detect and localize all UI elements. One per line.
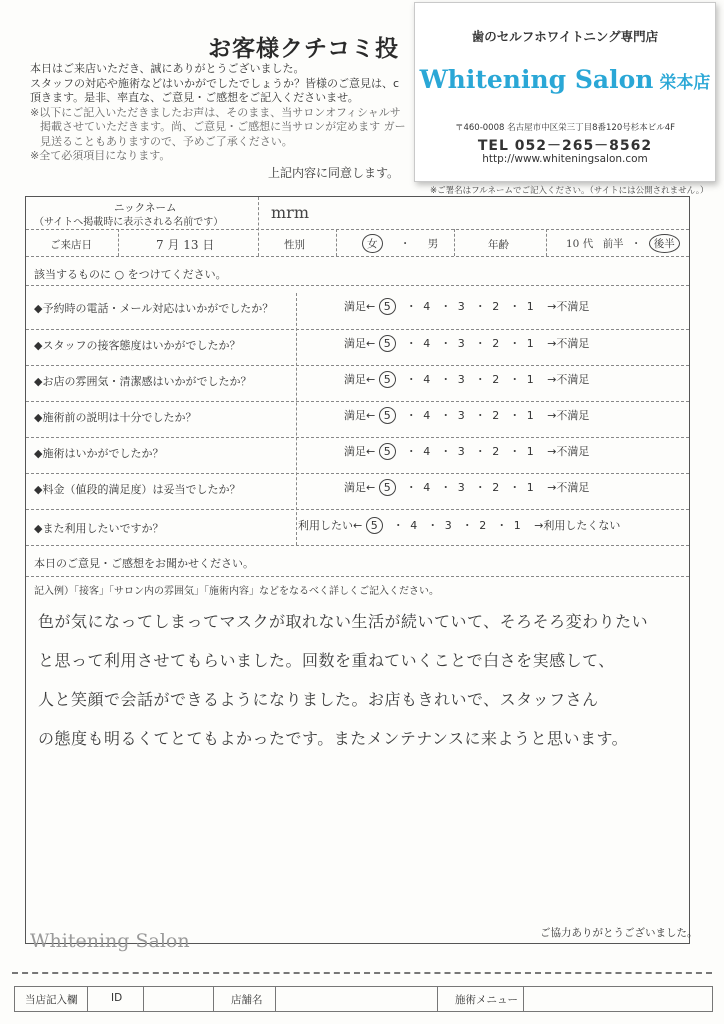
footer-logo: Whitening Salon (30, 930, 190, 952)
agree-text: 上記内容に同意します。 (268, 166, 400, 180)
rating-3[interactable]: 3 (457, 445, 465, 458)
nickname-value[interactable]: mrm (271, 203, 309, 222)
age-label: 年齢 (488, 239, 509, 251)
rating-4[interactable]: 4 (423, 300, 431, 313)
note-line: ※全て必須項目になります。 (30, 149, 171, 162)
rating-scale: 満足← 5 ・ 4 ・ 3 ・ 2 ・ 1 →不満足 (344, 373, 590, 386)
reuse-1[interactable]: 1 (513, 519, 521, 532)
thanks-text: ご協力ありがとうございました。 (540, 927, 698, 939)
rating-2[interactable]: 2 (492, 373, 500, 386)
comment-label: 本日のご意見・ご感想をお聞かせください。 (34, 557, 254, 570)
card-tagline: 歯のセルフホワイトニング専門店 (471, 29, 659, 44)
rating-4[interactable]: 4 (423, 373, 431, 386)
comment-line[interactable]: の態度も明るくてとてもよかったです。またメンテナンスに来ようと思います。 (38, 729, 629, 748)
rating-scale: 満足← 5 ・ 4 ・ 3 ・ 2 ・ 1 →不満足 (344, 300, 590, 313)
nickname-sub: （サイトへ掲載時に表示される名前です） (34, 217, 224, 228)
reuse-4[interactable]: 4 (410, 519, 418, 532)
survey-form (25, 196, 690, 944)
question-3: ◆お店の雰囲気・清潔感はいかがでしたか？ (34, 375, 252, 388)
rating-1[interactable]: 1 (526, 373, 534, 386)
comment-line[interactable]: 色が気になってしまってマスクが取れない生活が続いていて、そろそろ変わりたい (38, 612, 649, 631)
card-logo (415, 65, 715, 94)
rating-2[interactable]: 2 (492, 337, 500, 350)
gender-label: 性別 (284, 239, 305, 251)
page-title: お客様クチコミ投 (208, 36, 400, 62)
question-6: ◆料金（値段的満足度）は妥当でしたか？ (34, 483, 241, 496)
nickname-label: ニックネーム (114, 202, 177, 214)
rating-1[interactable]: 1 (526, 409, 534, 422)
store-name-label: 店舗名 (231, 994, 263, 1006)
rating-2[interactable]: 2 (492, 409, 500, 422)
intro-line: 本日はご来店いただき、誠にありがとうございました。 (30, 62, 305, 75)
rating-2[interactable]: 2 (492, 481, 500, 494)
rating-3[interactable]: 3 (457, 409, 465, 422)
rating-scale: 満足← 5 ・ 4 ・ 3 ・ 2 ・ 1 →不満足 (344, 337, 590, 350)
question-5: ◆施術はいかがでしたか？ (34, 447, 164, 460)
reuse-scale: 利用したい← 5 ・ 4 ・ 3 ・ 2 ・ 1 →利用したくない (298, 519, 621, 532)
card-address: 〒460-0008 名古屋市中区栄三丁目8番120号杉本ビル4F (454, 123, 676, 133)
rating-scale: 満足← 5 ・ 4 ・ 3 ・ 2 ・ 1 →不満足 (344, 409, 590, 422)
age-value[interactable]: 10 (566, 238, 580, 250)
business-card (414, 2, 716, 182)
branch-name: 栄本店 (659, 73, 711, 93)
comment-example: 記入例）「接客」「サロン内の雰囲気」「施術内容」などをなるべく詳しくご記入ください。 (34, 586, 439, 597)
question-2: ◆スタッフの接客態度はいかがでしたか？ (34, 339, 241, 352)
intro-line: スタッフの対応や施術などはいかがでしたでしょうか？皆様のご意見は、c (30, 76, 400, 90)
age-second-half[interactable]: 後半 (649, 234, 680, 253)
rating-3[interactable]: 3 (457, 481, 465, 494)
rating-2[interactable]: 2 (492, 300, 500, 313)
visit-label: ご来店日 (50, 239, 92, 251)
rating-5[interactable]: 5 (379, 371, 396, 388)
reuse-3[interactable]: 3 (444, 519, 452, 532)
note-line: 見送ることもありますので、予めご了承ください。 (40, 134, 293, 148)
rating-4[interactable]: 4 (423, 481, 431, 494)
name-note: ※ご署名はフルネームでご記入ください。（サイトには公開されません。） (430, 186, 709, 196)
id-label: ID (111, 992, 123, 1004)
card-tel: TEL 052－265－8562 (477, 138, 653, 154)
note-line: 掲載させていただきます。尚、ご意見・ご感想に当サロンが定めます ガー (40, 120, 406, 133)
rating-scale: 満足← 5 ・ 4 ・ 3 ・ 2 ・ 1 →不満足 (344, 445, 590, 458)
note-line: ※以下にご記入いただきましたお声は、そのまま、当サロンオフィシャルサ (30, 105, 401, 119)
rating-4[interactable]: 4 (423, 445, 431, 458)
menu-label: 施術メニュー (455, 994, 518, 1006)
comment-line[interactable]: と思って利用させてもらいました。回数を重ねていくことで白さを実感して、 (38, 651, 615, 670)
rating-1[interactable]: 1 (526, 337, 534, 350)
instruction: 該当するものに ○ をつけてください。 (34, 268, 227, 281)
rating-5[interactable]: 5 (379, 298, 396, 315)
gender-male[interactable]: 男 (427, 238, 439, 250)
reuse-5[interactable]: 5 (366, 517, 383, 534)
rating-5[interactable]: 5 (379, 443, 396, 460)
store-entry-label: 当店記入欄 (25, 994, 78, 1006)
age-first-half[interactable]: 前半 (602, 238, 624, 250)
store-entry-box (14, 986, 713, 1012)
rating-3[interactable]: 3 (457, 337, 465, 350)
rating-5[interactable]: 5 (379, 479, 396, 496)
rating-3[interactable]: 3 (457, 373, 465, 386)
rating-4[interactable]: 4 (423, 409, 431, 422)
reuse-2[interactable]: 2 (479, 519, 487, 532)
gender-female[interactable]: 女 (362, 234, 383, 253)
intro-text (30, 62, 410, 164)
question-1: ◆予約時の電話・メール対応はいかがでしたか？ (34, 302, 274, 315)
question-reuse: ◆また利用したいですか？ (34, 522, 164, 535)
rating-3[interactable]: 3 (457, 300, 465, 313)
question-4: ◆施術前の説明は十分でしたか？ (34, 411, 197, 424)
rating-scale: 満足← 5 ・ 4 ・ 3 ・ 2 ・ 1 →不満足 (344, 481, 590, 494)
rating-1[interactable]: 1 (526, 445, 534, 458)
cut-line (12, 972, 712, 974)
logo-text: Whitening Salon (419, 65, 654, 94)
rating-2[interactable]: 2 (492, 445, 500, 458)
rating-4[interactable]: 4 (423, 337, 431, 350)
visit-value[interactable]: 7 月 13 日 (156, 238, 215, 252)
age-options: 10 代 前半 ・ 後半 (566, 234, 680, 253)
rating-1[interactable]: 1 (526, 300, 534, 313)
comment-line[interactable]: 人と笑顔で会話ができるようになりました。お店もきれいで、スタッフさん (38, 690, 599, 709)
card-url: http://www.whiteningsalon.com (482, 153, 648, 165)
rating-5[interactable]: 5 (379, 335, 396, 352)
rating-5[interactable]: 5 (379, 407, 396, 424)
intro-line: 頂きます。是非、率直な、ご意見・ご感想をご記入くださいませ。 (30, 91, 359, 104)
rating-1[interactable]: 1 (526, 481, 534, 494)
gender-options: 女 ・ 男 (362, 234, 438, 253)
